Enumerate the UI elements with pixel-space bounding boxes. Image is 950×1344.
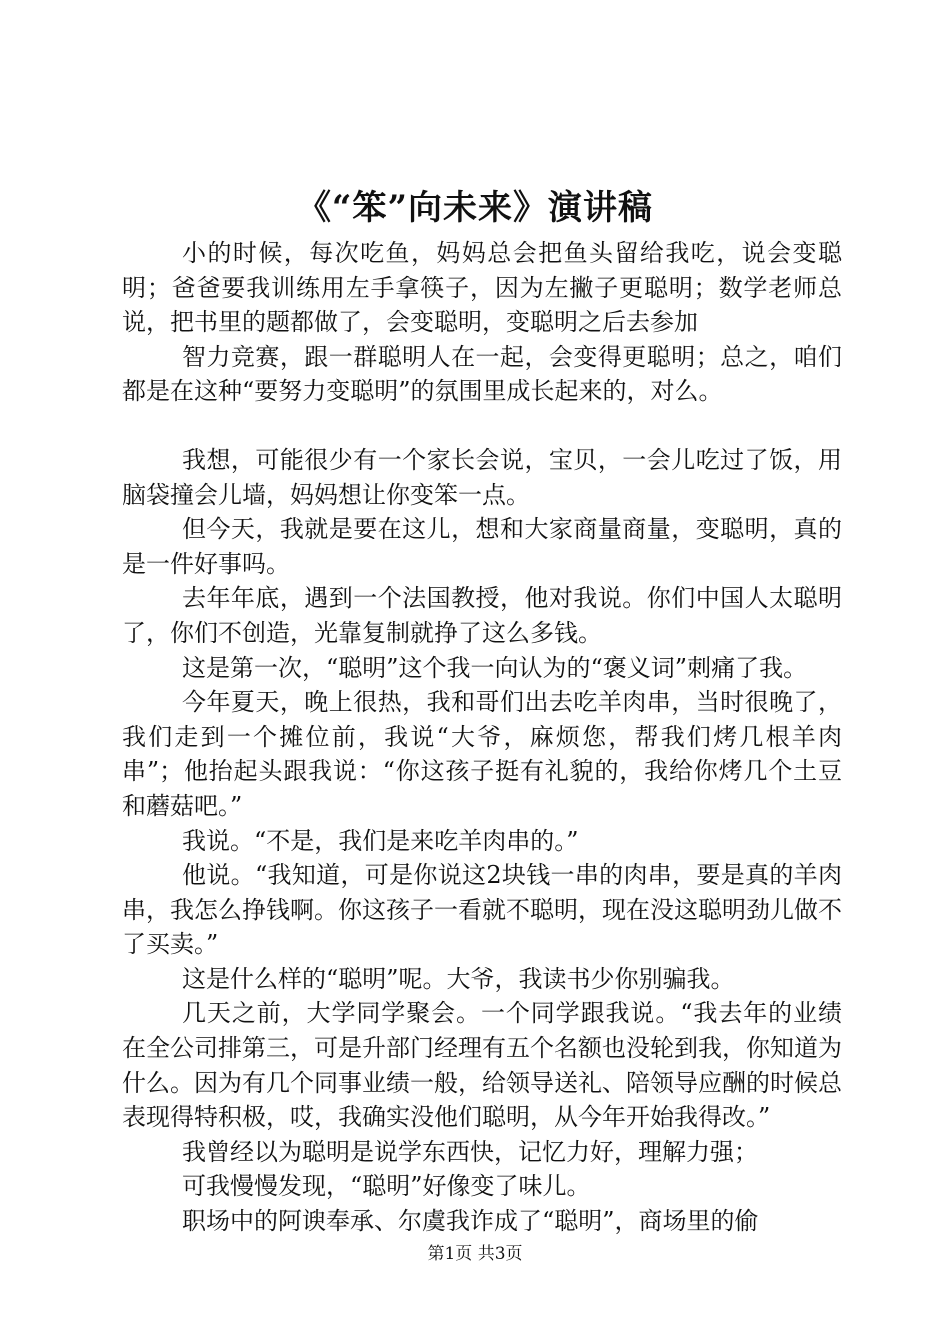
paragraph: 职场中的阿谀奉承、尔虞我诈成了“聪明”，商场里的偷: [182, 1207, 759, 1236]
paragraph: 但今天，我就是要在这儿，想和大家商量商量，变聪明，真的是一件好事吗。: [122, 515, 842, 578]
paragraph: 智力竞赛，跟一群聪明人在一起，会变得更聪明；总之，咱们都是在这种“要努力变聪明”的氛围里成长起来的，对么。: [122, 342, 842, 406]
page-number-footer: 第1页 共3页: [427, 1244, 523, 1264]
paragraph: 去年年底，遇到一个法国教授，他对我说。你们中国人太聪明了，你们不创造，光靠复制就挣了这么多钱。: [122, 584, 842, 647]
paragraph: 今年夏天，晚上很热，我和哥们出去吃羊肉串，当时很晚了，我们走到一个摊位前，我说“大爷，麻烦您，帮我们烤几根羊肉串”；他抬起头跟我说：“你这孩子挺有礼貌的，我给你烤几个土豆和蘑菇吧。”: [122, 688, 842, 820]
paragraph: 可我慢慢发现，“聪明”好像变了味儿。: [182, 1172, 591, 1201]
document-body: [122, 236, 842, 1239]
paragraph: 他说。“我知道，可是你说这2块钱一串的肉串，要是真的羊肉串，我怎么挣钱啊。你这孩子一看就不聪明，现在没这聪明劲儿做不了买卖。”: [122, 861, 842, 959]
paragraph: 这是第一次，“聪明”这个我一向认为的“褒义词”刺痛了我。: [182, 653, 808, 682]
paragraph: 我说。“不是，我们是来吃羊肉串的。”: [182, 826, 579, 855]
paragraph: 几天之前，大学同学聚会。一个同学跟我说。“我去年的业绩在全公司排第三，可是升部门经理有五个名额也没轮到我，你知道为什么。因为有几个同事业绩一般，给领导送礼、陪领导应酬的时候总表现得特积极，哎，我确实没他们聪明，从今年开始我得改。”: [122, 999, 842, 1132]
paragraph: 这是什么样的“聪明”呢。大爷，我读书少你别骗我。: [182, 964, 735, 993]
paragraph: 我曾经以为聪明是说学东西快，记忆力好，理解力强；: [182, 1137, 758, 1166]
paragraph: 小的时候，每次吃鱼，妈妈总会把鱼头留给我吃，说会变聪明；爸爸要我训练用左手拿筷子，因为左撇子更聪明；数学老师总说，把书里的题都做了，会变聪明，变聪明之后去参加: [122, 239, 842, 337]
document-title: 《“笨”向未来》演讲稿: [296, 188, 654, 228]
paragraph: 我想，可能很少有一个家长会说，宝贝，一会儿吃过了饭，用脑袋撞会儿墙，妈妈想让你变笨一点。: [122, 445, 842, 509]
